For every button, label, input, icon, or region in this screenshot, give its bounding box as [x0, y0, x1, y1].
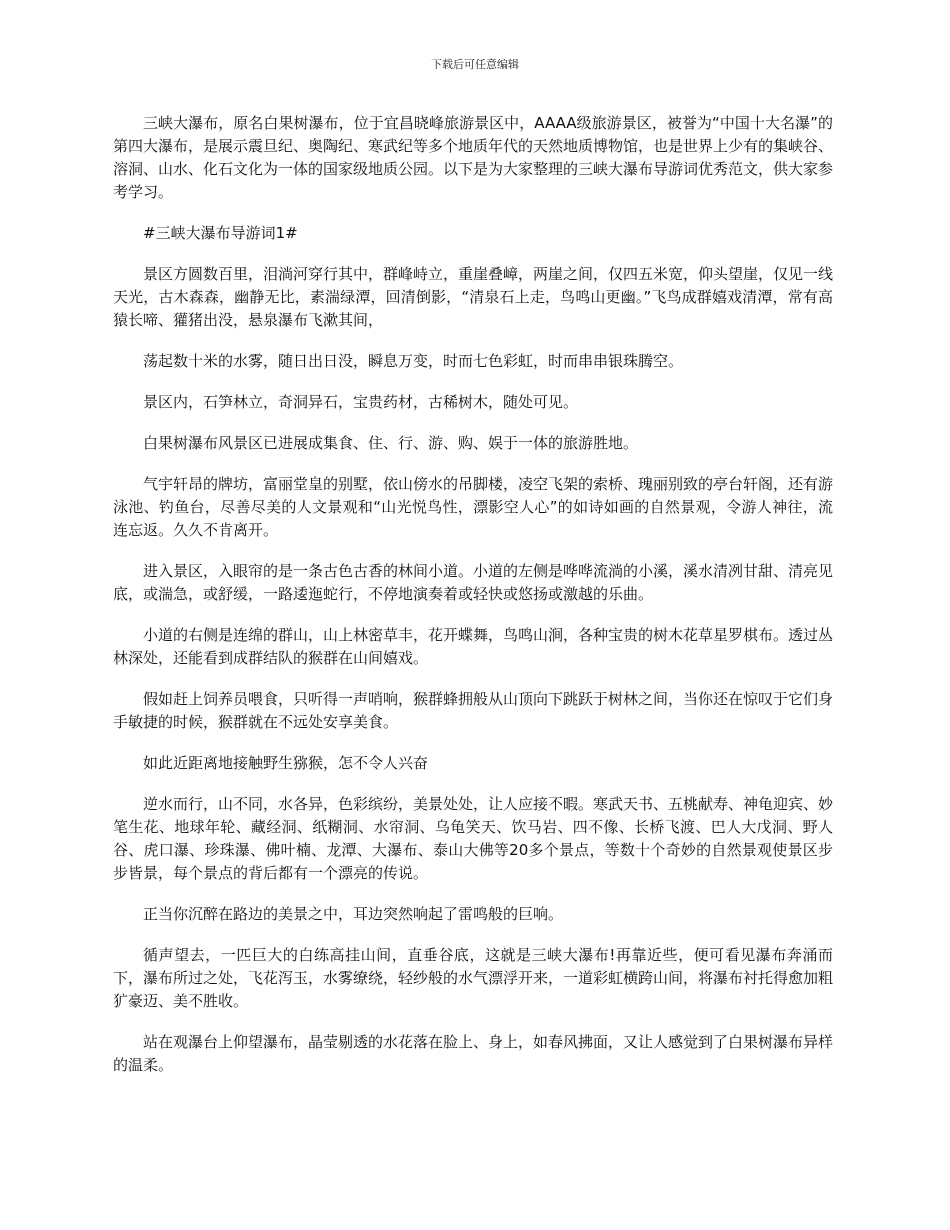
body-paragraph: 气宇轩昂的牌坊，富丽堂皇的别墅，依山傍水的吊脚楼，凌空飞架的索桥、瑰丽别致的亭台轩阁，还有游泳池、钓鱼台，尽善尽美的人文景观和“山光悦鸟性，漂影空人心”的如诗如画的自然景观，令游人神往，流连忘返。久久不肯离开。 — [113, 475, 834, 539]
body-paragraph: 逆水而行，山不同，水各异，色彩缤纷，美景处处，让人应接不暇。寒武天书、五桃献寿、神龟迎宾、妙笔生花、地球年轮、藏经洞、纸糊洞、水帘洞、乌龟笑天、饮马岩、四不像、长桥飞渡、巴人大戊洞、野人谷、虎口瀑、珍珠瀑、佛叶楠、龙潭、大瀑布、泰山大佛等20多个景点，等数十个奇妙的自然景观使景区步步皆景，每个景点的背后都有一个漂亮的传说。 — [113, 795, 834, 882]
body-paragraph: 荡起数十米的水雾，随日出日没，瞬息万变，时而七色彩虹，时而串串银珠腾空。 — [143, 352, 684, 370]
body-paragraph: 小道的右侧是连绵的群山，山上林密草丰，花开蝶舞，鸟鸣山涧，各种宝贵的树木花草星罗棋布。透过丛林深处，还能看到成群结队的猴群在山间嬉戏。 — [113, 626, 834, 667]
body-paragraph: 循声望去，一匹巨大的白练高挂山间，直垂谷底，这就是三峡大瀑布!再靠近些，便可看见瀑布奔涌而下，瀑布所过之处，飞花泻玉，水雾缭绕，轻纱般的水气漂浮开来，一道彩虹横跨山间，将瀑布衬托得愈加粗犷豪迈、美不胜收。 — [113, 946, 834, 1010]
body-paragraph: 进入景区，入眼帘的是一条古色古香的林间小道。小道的左侧是哗哗流淌的小溪，溪水清冽甘甜、清亮见底，或湍急，或舒缓，一路逶迤蛇行，不停地演奏着或轻快或悠扬或激越的乐曲。 — [113, 562, 834, 603]
body-paragraph: 如此近距离地接触野生猕猴，怎不令人兴奋 — [143, 754, 429, 772]
intro-paragraph: 三峡大瀑布，原名白果树瀑布，位于宜昌晓峰旅游景区中，AAAA级旅游景区，被誉为“中国十大名瀑”的第四大瀑布，是展示震旦纪、奥陶纪、寒武纪等多个地质年代的天然地质博物馆，也是世界上少有的集峡谷、溶洞、山水、化石文化为一体的国家级地质公园。以下是为大家整理的三峡大瀑布导游词优秀范文，供大家参考学习。 — [113, 114, 834, 201]
page-header: 下载后可任意编辑 — [431, 58, 519, 71]
body-paragraph: 站在观瀑台上仰望瀑布，晶莹剔透的水花落在脸上、身上，如春风拂面，又让人感觉到了白果树瀑布异样的温柔。 — [113, 1033, 834, 1074]
body-paragraph: 白果树瀑布风景区已进展成集食、住、行、游、购、娱于一体的旅游胜地。 — [143, 434, 639, 452]
body-paragraph: 正当你沉醉在路边的美景之中，耳边突然响起了雷鸣般的巨响。 — [143, 905, 564, 923]
body-paragraph: 景区内，石笋林立，奇洞异石，宝贵药材，古稀树木，随处可见。 — [143, 393, 579, 411]
section-heading: #三峡大瀑布导游词1# — [143, 224, 298, 242]
document-body — [113, 112, 833, 1095]
body-paragraph: 假如赶上饲养员喂食，只听得一声哨响，猴群蜂拥般从山顶向下跳跃于树林之间，当你还在惊叹于它们身手敏捷的时候，猴群就在不远处安享美食。 — [113, 690, 834, 731]
body-paragraph: 景区方圆数百里，泪淌河穿行其中，群峰峙立，重崖叠嶂，两崖之间，仅四五米宽，仰头望崖，仅见一线天光，古木森森，幽静无比，素湍绿潭，回清倒影，“清泉石上走，鸟鸣山更幽。”飞鸟成群嬉戏清潭，常有高猿长啼、獾猪出没，悬泉瀑布飞漱其间， — [113, 265, 834, 329]
